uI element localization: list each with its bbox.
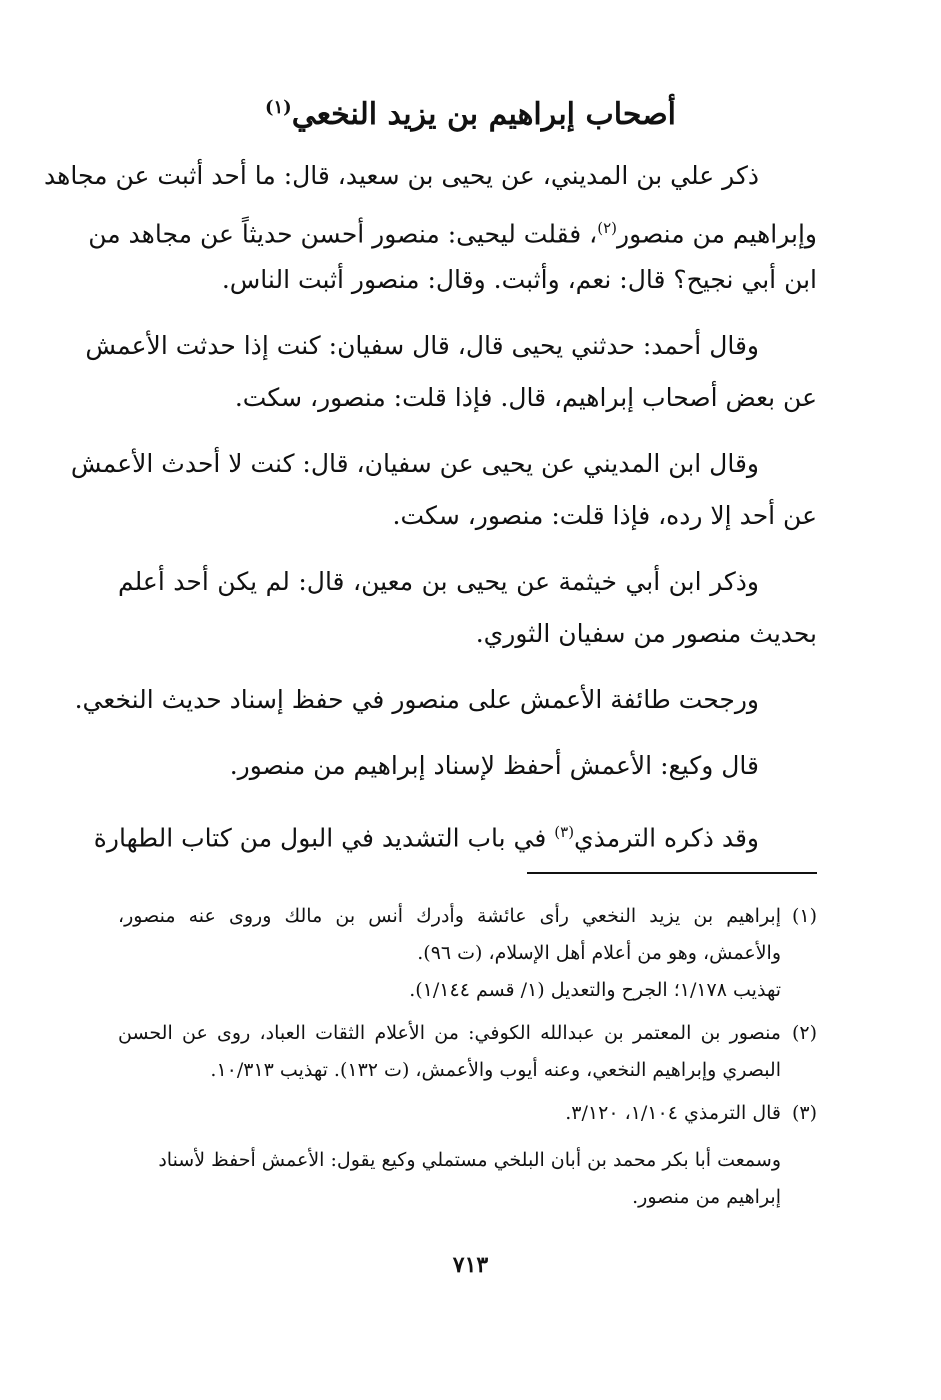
footnote-line: والأعمش، وهو من أعلام أهل الإسلام، (ت ٩٦). [417, 942, 781, 964]
body-text [44, 150, 817, 872]
paragraph [118, 740, 817, 792]
paragraph [118, 556, 817, 660]
text-line: ورجحت طائفة الأعمش على منصور في حفظ إسناد حديث النخعي. [74, 685, 759, 714]
footnote-line: إبراهيم من منصور. [632, 1186, 781, 1208]
footnote-separator [527, 872, 817, 874]
paragraph [74, 674, 817, 726]
title-text: أصحاب إبراهيم بن يزيد النخعي [291, 97, 677, 132]
text-line: قال وكيع: الأعمش أحفظ لإسناد إبراهيم من منصور. [229, 751, 759, 780]
footnote-number: (١) [791, 905, 817, 927]
footnote-line: تهذيب ١/١٧٨؛ الجرح والتعديل (١/ قسم ١/١٤٤). [409, 979, 781, 1001]
footnote [118, 898, 817, 1009]
page-number: ٧١٣ [452, 1252, 489, 1278]
footnote-number: (٢) [791, 1022, 817, 1044]
text-line [93, 806, 817, 858]
text-segment: في باب التشديد في البول من كتاب الطهارة [93, 823, 555, 853]
paragraph [44, 150, 817, 306]
page-title [120, 88, 821, 135]
text-line: عن أحد إلا رده، فإذا قلت: منصور، سكت. [392, 501, 817, 530]
footnote-continuation [118, 1142, 817, 1216]
text-segment: وقد ذكره الترمذي [574, 823, 759, 853]
text-line [88, 202, 817, 254]
text-line: بحديث منصور من سفيان الثوري. [475, 619, 817, 648]
footnote-line: البصري وإبراهيم النخعي، وعنه أيوب والأعمش، (ت ١٣٢). تهذيب ١٠/٣١٣. [210, 1059, 781, 1081]
text-line: وقال أحمد: حدثني يحيى قال، قال سفيان: كنت إذا حدثت الأعمش [85, 331, 759, 360]
text-segment: ، فقلت ليحيى: منصور أحسن حديثاً عن مجاهد من [88, 219, 598, 249]
footnote-line: منصور بن المعتمر بن عبدالله الكوفي: من الأعلام الثقات العباد، روى عن الحسن [118, 1022, 781, 1044]
paragraph [93, 806, 817, 858]
footnote-line: قال الترمذي ١/١٠٤، ٣/١٢٠. [565, 1102, 781, 1124]
text-line: عن بعض أصحاب إبراهيم، قال. فإذا قلت: منصور، سكت. [234, 383, 817, 412]
text-line: ابن أبي نجيح؟ قال: نعم، وأثبت. وقال: منصور أثبت الناس. [221, 265, 817, 294]
footnote-number: (٣) [791, 1102, 817, 1124]
paragraph [70, 438, 817, 542]
footnote [118, 1015, 817, 1089]
footnote-line: إبراهيم بن يزيد النخعي رأى عائشة وأدرك أنس بن مالك وروى عنه منصور، [118, 905, 781, 927]
footnote [118, 1095, 817, 1132]
text-segment: وإبراهيم من منصور [617, 219, 817, 249]
footnote-line: وسمعت أبا بكر محمد بن أبان البلخي مستملي وكيع يقول: الأعمش أحفظ لأسناد [158, 1149, 781, 1171]
paragraph [85, 320, 817, 424]
footnote-ref: (٣) [554, 823, 575, 841]
text-line: وذكر ابن أبي خيثمة عن يحيى بن معين، قال: لم يكن أحد أعلم [118, 567, 759, 596]
text-line: ذكر علي بن المديني، عن يحيى بن سعيد، قال: ما أحد أثبت عن مجاهد [44, 161, 759, 190]
title-footnote-ref: (١) [264, 97, 292, 118]
footnote-ref: (٢) [597, 219, 617, 237]
footnotes [118, 898, 817, 1216]
text-line: وقال ابن المديني عن يحيى عن سفيان، قال: كنت لا أحدث الأعمش [70, 449, 759, 478]
